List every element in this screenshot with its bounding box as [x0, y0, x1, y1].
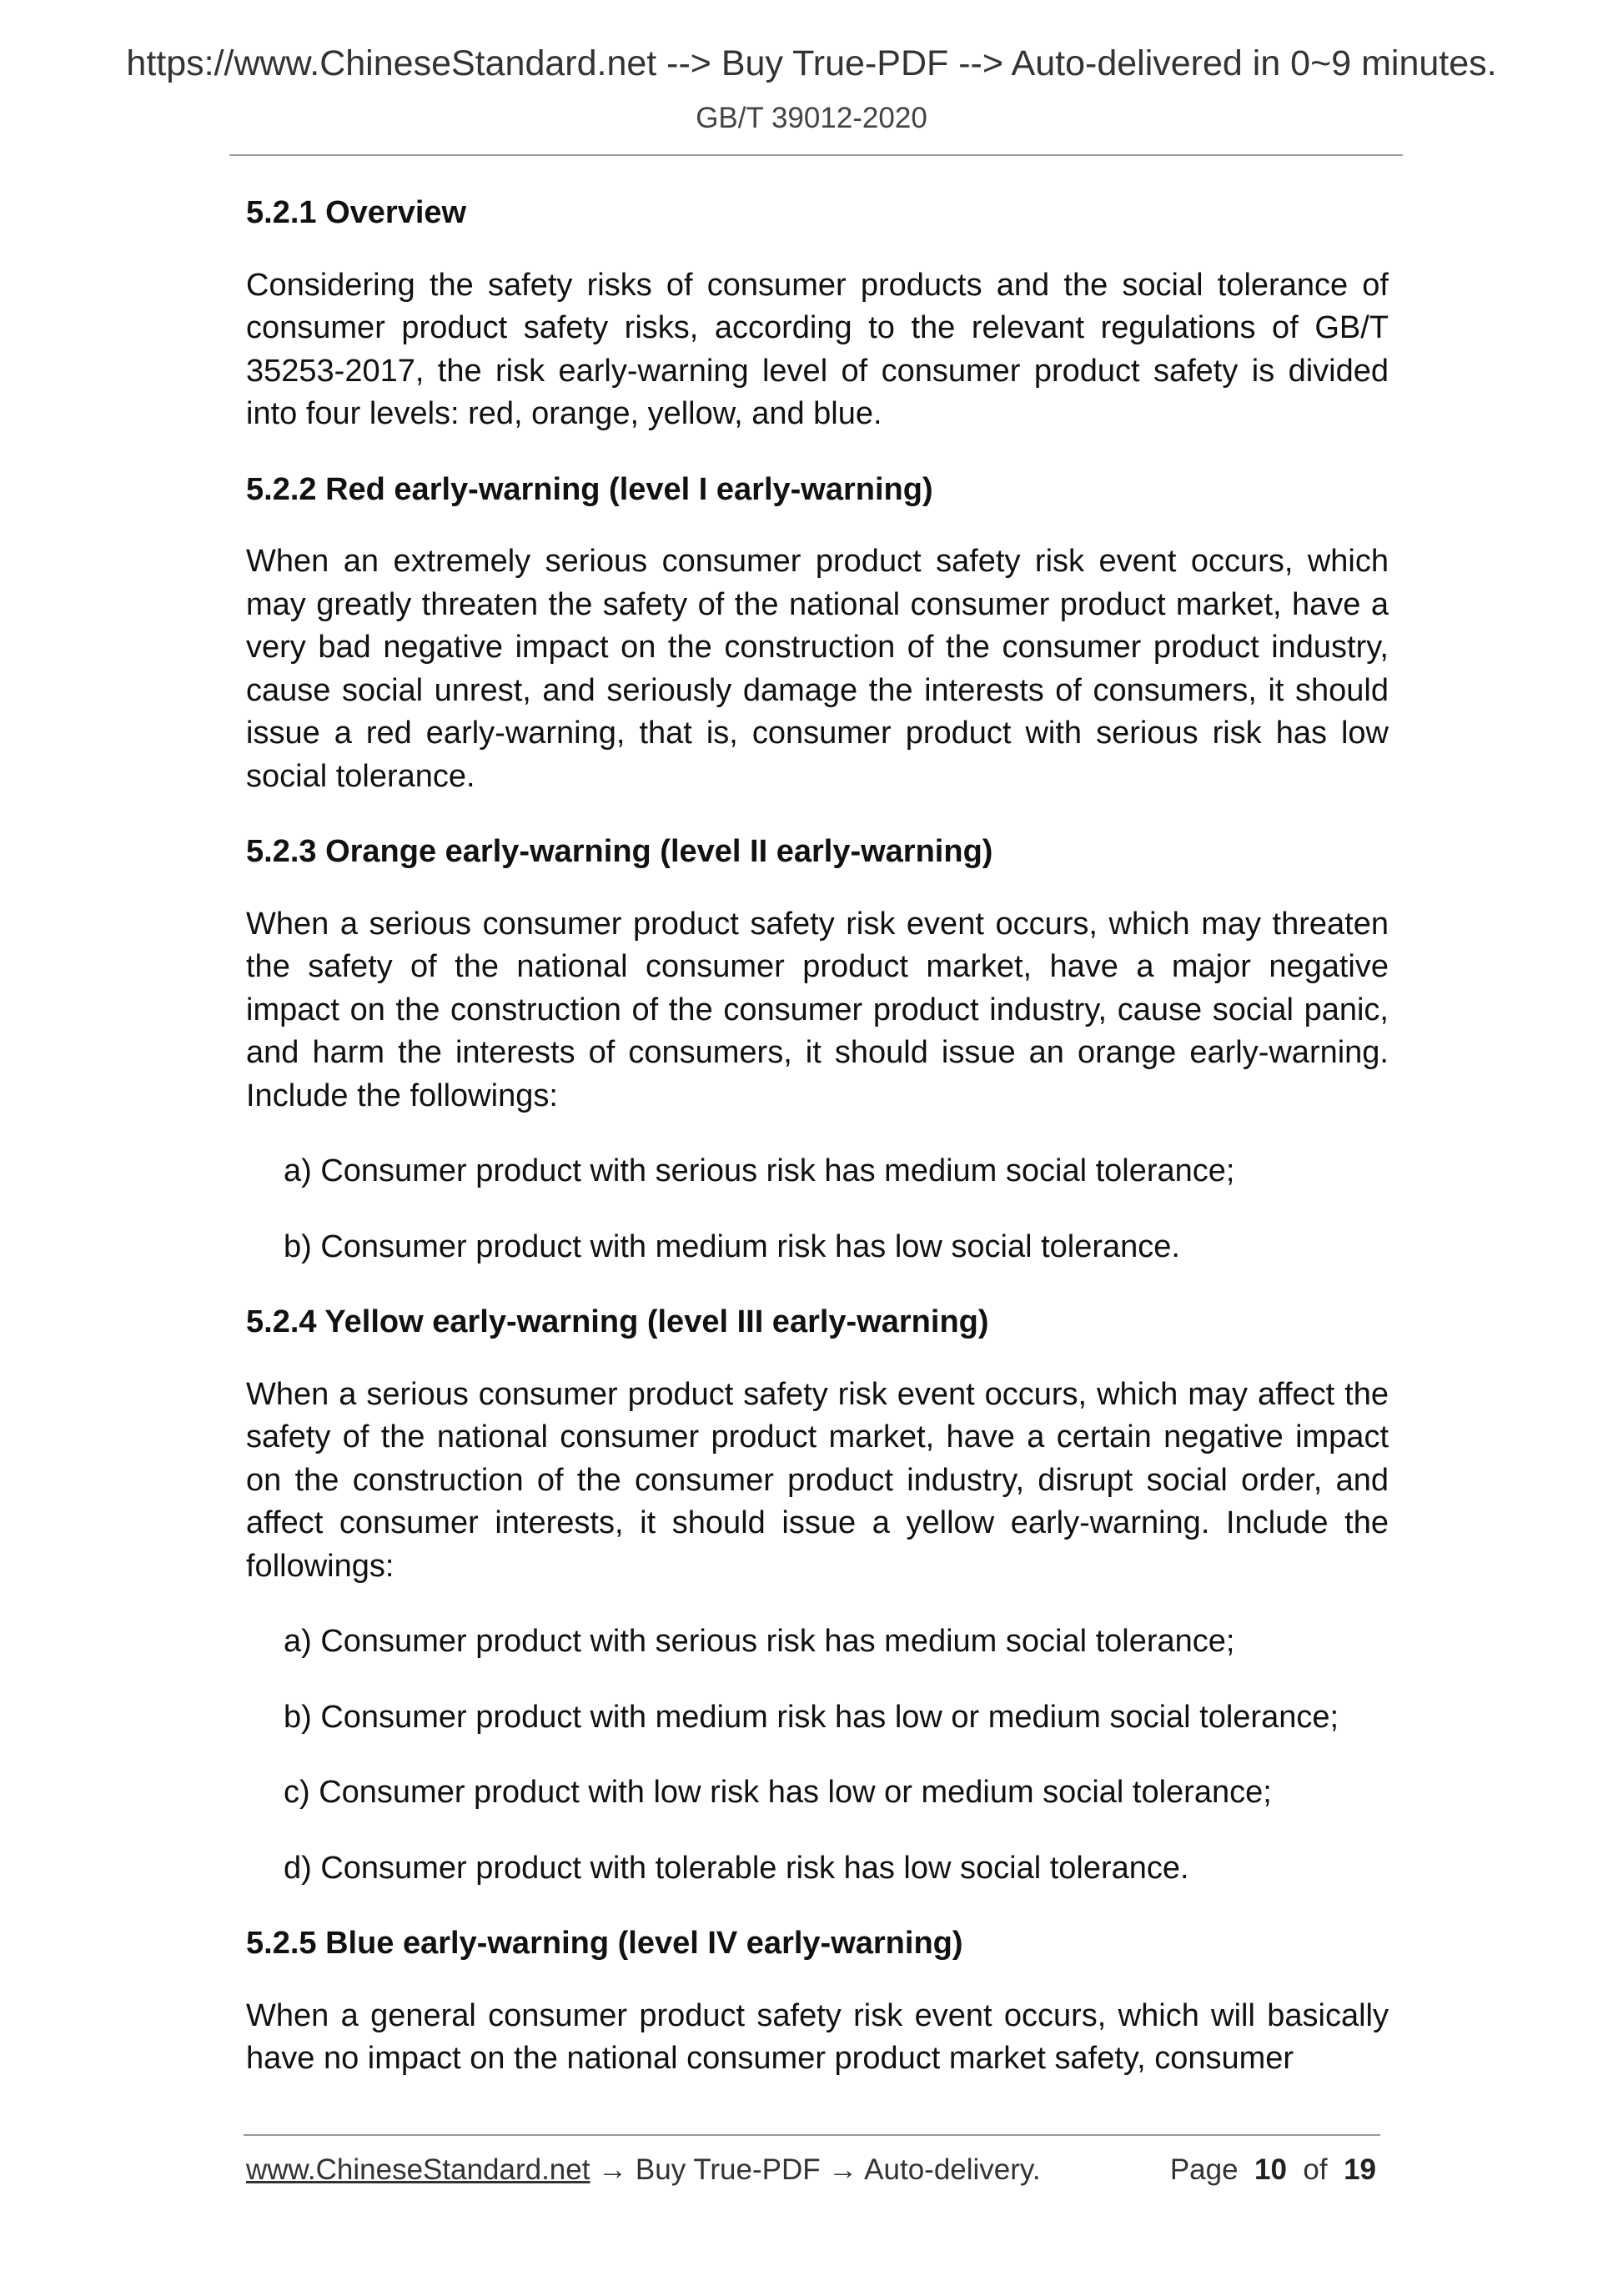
- list-item: b) Consumer product with medium risk has low social tolerance.: [284, 1228, 1180, 1264]
- page-label: Page: [1169, 2153, 1239, 2186]
- paragraph-red-warning: When an extremely serious consumer product safety risk event occurs, which may greatly threaten the safety of the national consumer product market, have a very bad negative impact on the construction of the consumer product industry, cause social unrest, and seriously damage the interests of consumers, it should issue a red early-warning, that is, consumer product with serious risk has low social tolerance.: [246, 544, 1389, 794]
- paragraph-overview: Considering the safety risks of consumer products and the social tolerance of consumer product safety risks, according to the relevant regulations of GB/T 35253-2017, the risk early-warning level of consumer product safety is divided into four levels: red, orange, yellow, and blue.: [246, 267, 1389, 431]
- list-item: c) Consumer product with low risk has low or medium social tolerance;: [284, 1775, 1272, 1810]
- page-counter: [1170, 2153, 1376, 2187]
- footer-tagline: → Buy True-PDF → Auto-delivery.: [590, 2153, 1041, 2186]
- of-label: of: [1303, 2153, 1328, 2186]
- standard-code: GB/T 39012-2020: [696, 102, 927, 134]
- section-heading-5-2-3: 5.2.3 Orange early-warning (level II early-warning): [246, 834, 993, 869]
- list-item: a) Consumer product with serious risk has medium social tolerance;: [284, 1624, 1235, 1659]
- list-item: d) Consumer product with tolerable risk has low social tolerance.: [284, 1850, 1189, 1886]
- footer-site-link[interactable]: www.ChineseStandard.net: [246, 2153, 590, 2186]
- total-pages: 19: [1344, 2153, 1376, 2186]
- top-banner: https://www.ChineseStandard.net --> Buy True-PDF --> Auto-delivered in 0~9 minutes.: [126, 43, 1497, 83]
- section-heading-5-2-2: 5.2.2 Red early-warning (level I early-warning): [246, 471, 933, 507]
- list-item: a) Consumer product with serious risk has medium social tolerance;: [284, 1153, 1235, 1188]
- footer-divider: [244, 2134, 1380, 2136]
- header-divider: [229, 154, 1403, 156]
- page-number: 10: [1254, 2153, 1287, 2186]
- section-heading-5-2-5: 5.2.5 Blue early-warning (level IV early-warning): [246, 1926, 963, 1961]
- paragraph-orange-warning: When a serious consumer product safety risk event occurs, which may threaten the safety of the national consumer product market, have a major negative impact on the construction of the consumer product industry, cause social panic, and harm the interests of consumers, it should issue an orange early-warning. Include the followings:: [246, 906, 1389, 1113]
- list-item: b) Consumer product with medium risk has low or medium social tolerance;: [284, 1699, 1339, 1735]
- paragraph-blue-warning: When a general consumer product safety risk event occurs, which will basically have no impact on the national consumer product market safety, consumer: [246, 1997, 1389, 2076]
- section-heading-5-2-4: 5.2.4 Yellow early-warning (level III early-warning): [246, 1304, 989, 1339]
- page-content: [246, 192, 1389, 2113]
- footer-left: [246, 2153, 1041, 2187]
- paragraph-yellow-warning: When a serious consumer product safety risk event occurs, which may affect the safety of the national consumer product market, have a certain negative impact on the construction of the consumer product industry, disrupt social order, and affect consumer interests, it should issue a yellow early-warning. Include the followings:: [246, 1376, 1389, 1584]
- section-heading-5-2-1: 5.2.1 Overview: [246, 195, 467, 230]
